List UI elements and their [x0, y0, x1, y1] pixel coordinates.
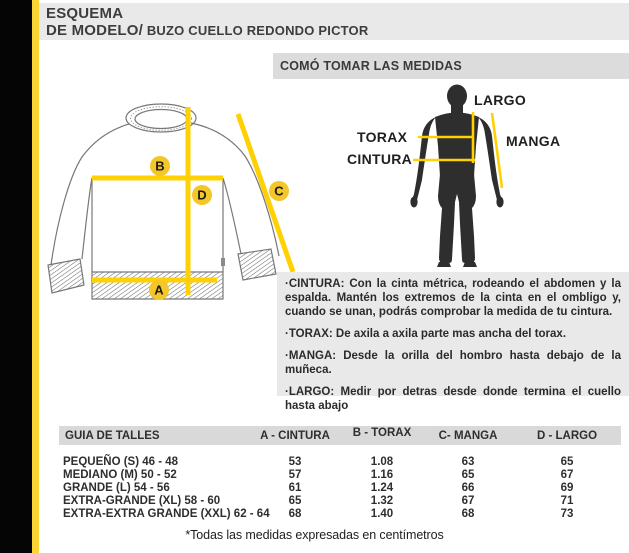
value-torax: 1.24: [370, 481, 394, 494]
left-black-bar: [0, 0, 32, 553]
size-label: PEQUEÑO (S) 46 - 48: [63, 455, 179, 468]
value-torax: 1.40: [370, 507, 394, 520]
figure-label-torax: TORAX: [357, 129, 408, 145]
table-row: [59, 468, 621, 481]
right-cuff-rib: [238, 249, 276, 280]
silhouette-left-hand: [410, 197, 417, 208]
marker-d: [192, 185, 212, 205]
table-row: [59, 507, 621, 520]
col-header-guia: GUIA DE TALLES: [65, 429, 160, 442]
marker-b: [150, 156, 170, 176]
value-torax: 1.32: [370, 494, 394, 507]
col-header-manga: C- MANGA: [438, 429, 498, 442]
size-label: GRANDE (L) 54 - 56: [63, 481, 170, 494]
table-row: [59, 455, 621, 468]
size-table-body: [59, 455, 621, 520]
value-manga: 63: [461, 455, 475, 468]
marker-a: [149, 280, 169, 300]
figure-label-cintura: CINTURA: [347, 151, 413, 167]
figure-label-manga: MANGA: [506, 133, 561, 149]
collar-inner: [135, 110, 187, 129]
left-cuff-rib: [48, 259, 84, 293]
left-yellow-accent-stripe: [32, 0, 39, 553]
side-tag: [221, 258, 225, 266]
page-title-line1: ESQUEMA: [46, 5, 124, 22]
size-table: [59, 426, 621, 520]
page-header: [39, 3, 629, 40]
body-silhouette: [403, 84, 515, 268]
instruction-cintura: ·CINTURA: Con la cinta métrica, rodeando el abdomen y la espalda. Mantén los extremos de la cinta en el ombligo y, cuando se unan, podrás comprobar la medida de tu cintura.: [285, 278, 621, 318]
value-cintura: 61: [288, 481, 302, 494]
svg-text:D: D: [197, 187, 207, 203]
model-name: BUZO CUELLO REDONDO PICTOR: [143, 23, 369, 38]
value-manga: 65: [461, 468, 475, 481]
table-row: [59, 494, 621, 507]
collar-rib: [131, 107, 192, 131]
value-largo: 65: [560, 455, 574, 468]
measurement-instructions: [277, 272, 629, 412]
value-manga: 68: [461, 507, 475, 520]
marker-c: [269, 181, 289, 201]
col-header-torax: B - TORAX: [352, 426, 412, 439]
size-label: EXTRA-GRANDE (XL) 58 - 60: [63, 494, 221, 507]
value-cintura: 65: [288, 494, 302, 507]
value-cintura: 68: [288, 507, 302, 520]
page-title-bold: DE MODELO/: [46, 22, 144, 39]
svg-text:A: A: [154, 282, 164, 298]
measures-section-title: COMÓ TOMAR LAS MEDIDAS: [273, 53, 629, 79]
instruction-torax: ·TORAX: De axila a axila parte mas ancha del torax.: [285, 328, 567, 340]
value-torax: 1.08: [370, 455, 394, 468]
silhouette-legs: [438, 174, 476, 263]
instruction-largo: ·LARGO: Medir por detras desde donde termina el cuello hasta abajo: [285, 386, 621, 412]
value-cintura: 53: [288, 455, 302, 468]
col-header-cintura: A - CINTURA: [260, 429, 330, 442]
instruction-manga: ·MANGA: Desde la orilla del hombro hasta debajo de la muñeca.: [285, 350, 621, 376]
right-sleeve-inner-seam: [223, 178, 241, 254]
table-row: [59, 481, 621, 494]
page-title-line2: [46, 22, 629, 39]
units-footnote: *Todas las medidas expresadas en centímetros: [185, 528, 444, 542]
value-largo: 69: [560, 481, 574, 494]
value-cintura: 57: [288, 468, 302, 481]
value-manga: 66: [461, 481, 475, 494]
silhouette-left-foot: [437, 262, 451, 267]
svg-text:B: B: [155, 158, 165, 174]
col-header-largo: D - LARGO: [536, 429, 598, 442]
value-largo: 71: [560, 494, 574, 507]
size-label: EXTRA-EXTRA GRANDE (XXL) 62 - 64: [63, 507, 270, 520]
silhouette-right-hand: [496, 197, 503, 208]
sweatshirt-diagram: [45, 82, 300, 322]
left-sleeve-inner-seam: [82, 178, 92, 259]
value-manga: 67: [461, 494, 475, 507]
silhouette-right-foot: [463, 262, 477, 267]
value-largo: 73: [560, 507, 574, 520]
size-label: MEDIANO (M) 50 - 52: [63, 468, 177, 481]
figure-label-largo: LARGO: [474, 92, 527, 108]
value-torax: 1.16: [370, 468, 394, 481]
svg-text:C: C: [274, 183, 284, 199]
size-table-header-row: [59, 426, 621, 445]
value-largo: 67: [560, 468, 574, 481]
